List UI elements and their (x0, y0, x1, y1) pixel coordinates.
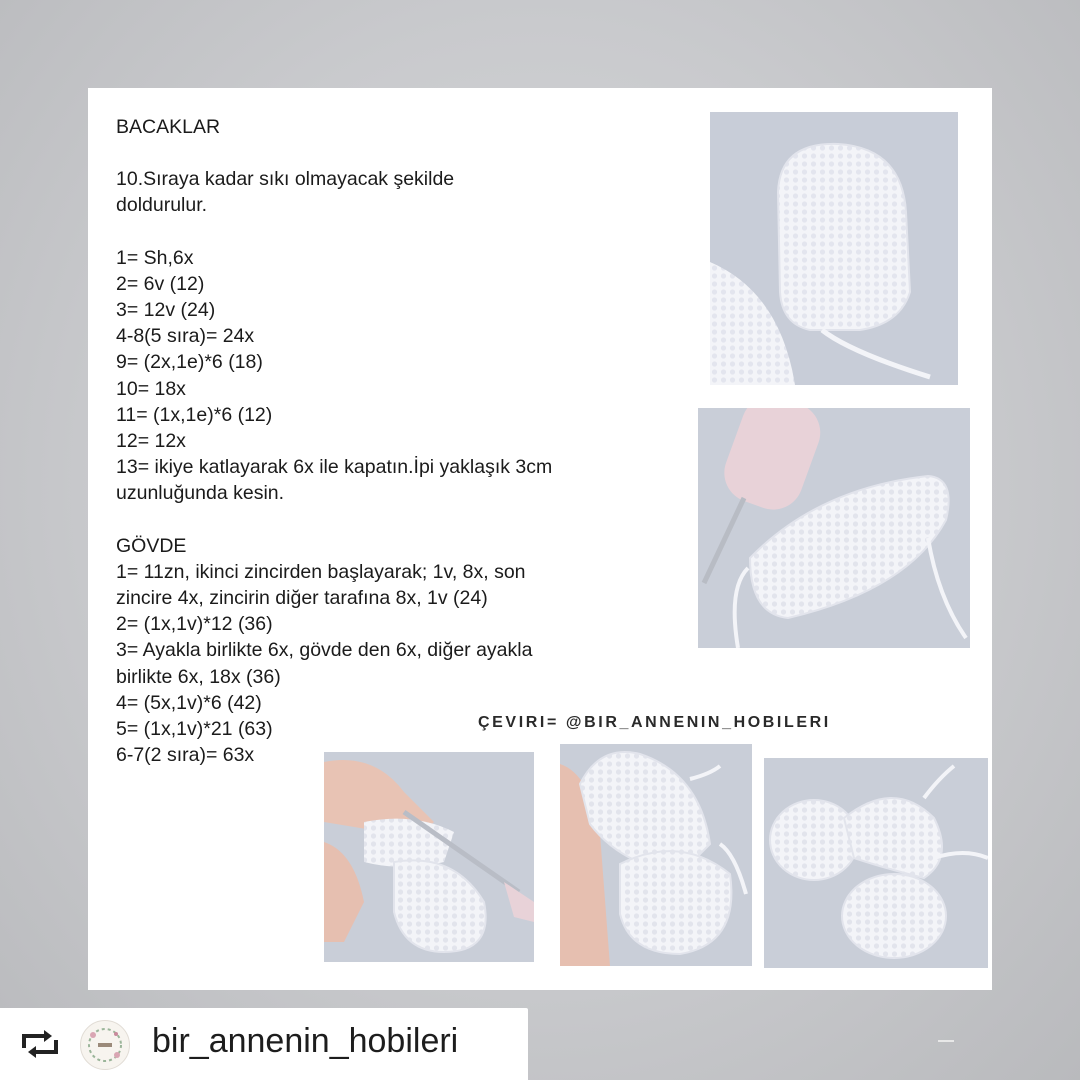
body-row: 1= 11zn, ikinci zincirden başlayarak; 1v, 8x, son zincire 4x, zincirin diğer tarafına 8x, 1v (24) (116, 560, 526, 610)
legs-row: 1= Sh,6x (116, 246, 194, 269)
legs-row: 12= 12x (116, 430, 186, 453)
legs-row: 11= (1x,1e)*6 (12) (116, 403, 273, 426)
photo-holding-piece (560, 744, 752, 966)
legs-row: 9= (2x,1e)*6 (18) (116, 351, 263, 374)
repost-icon[interactable] (18, 1026, 62, 1062)
legs-row: 13= ikiye katlayarak 6x ile kapatın.İpi yaklaşık 3cm uzunluğunda kesin. (116, 456, 553, 505)
legs-title: BACAKLAR (116, 116, 221, 138)
legs-row: 10= 18x (116, 377, 186, 400)
profile-avatar[interactable] (80, 1020, 130, 1070)
photo-joining-legs (324, 752, 534, 962)
legs-note: 10.Sıraya kadar sıkı olmayacak şekilde doldurulur. (116, 168, 455, 217)
photo-crochet-leg (710, 112, 958, 385)
body-row: 4= (5x,1v)*6 (42) (116, 691, 262, 714)
body-row: 3= Ayakla birlikte 6x, gövde den 6x, diğer ayakla birlikte 6x, 18x (36) (116, 639, 533, 688)
legs-row: 2= 6v (12) (116, 272, 205, 295)
decorative-dash (938, 1040, 954, 1042)
pattern-card (88, 88, 992, 990)
photo-crochet-sole (698, 408, 970, 648)
body-title: GÖVDE (116, 534, 187, 557)
legs-row: 4-8(5 sıra)= 24x (116, 325, 255, 348)
repost-bar (0, 1008, 528, 1080)
body-row: 5= (1x,1v)*21 (63) (116, 718, 273, 741)
profile-handle[interactable]: bir_annenin_hobileri (152, 1022, 459, 1060)
body-row: 2= (1x,1v)*12 (36) (116, 613, 273, 636)
photo-joined-legs (764, 758, 988, 968)
pattern-text (116, 114, 606, 768)
translation-credit: ÇEVIRI= @BIR_ANNENIN_HOBILERI (478, 714, 831, 731)
legs-row: 3= 12v (24) (116, 299, 216, 322)
body-row: 6-7(2 sıra)= 63x (116, 744, 255, 767)
